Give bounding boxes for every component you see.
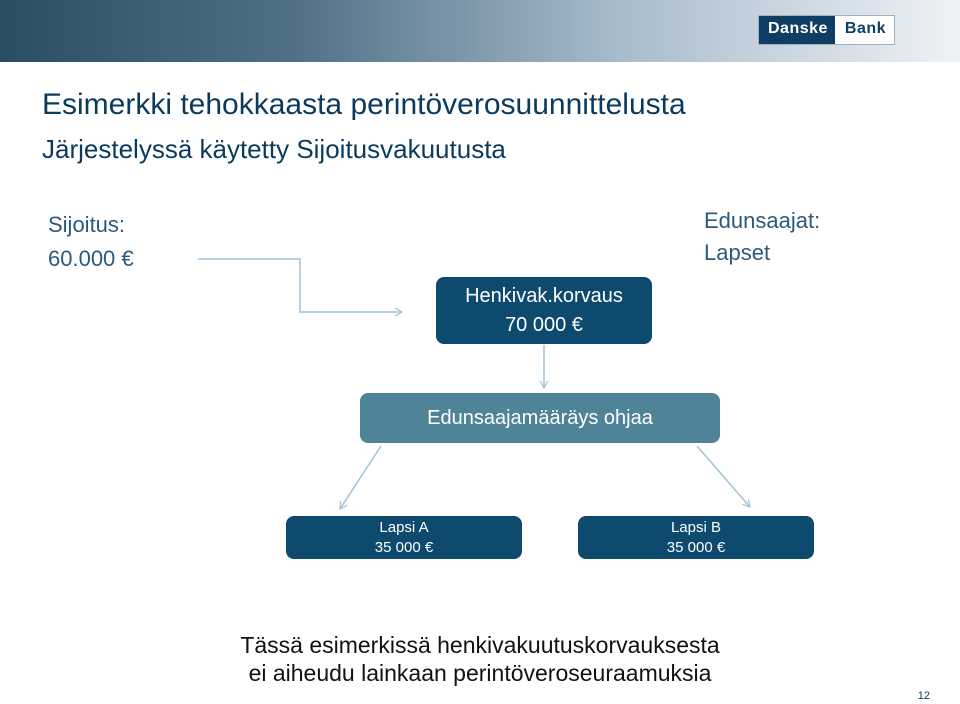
clause-to-child-a-arrow	[340, 446, 381, 509]
child-b-label: Lapsi B	[670, 519, 722, 536]
note-line-2: ei aiheudu lainkaan perintöveroseuraamuksia	[248, 660, 712, 686]
logo-right-text: Bank	[835, 16, 894, 44]
investment-to-insurance-arrow	[198, 259, 402, 312]
life-insurance-box	[436, 277, 652, 344]
page-number: 12	[917, 690, 930, 702]
life-insurance-label: Henkivak.korvaus	[465, 285, 623, 307]
child-a-value: 35 000 €	[374, 539, 434, 556]
conclusion-note	[0, 631, 960, 687]
child-b-value: 35 000 €	[666, 539, 726, 556]
slide-title: Esimerkki tehokkaasta perintöverosuunnittelusta	[42, 88, 686, 121]
child-a-box	[286, 516, 522, 559]
investment-value: 60.000 €	[48, 246, 134, 271]
beneficiary-clause-box: Edunsaajamääräys ohjaa	[360, 393, 720, 443]
slide-subtitle: Järjestelyssä käytetty Sijoitusvakuutusta	[42, 134, 506, 164]
logo-left-text: Danske	[759, 16, 835, 44]
investment-label: Sijoitus:	[48, 212, 126, 237]
beneficiaries-value: Lapset	[704, 240, 771, 265]
child-b-box	[578, 516, 814, 559]
child-a-label: Lapsi A	[379, 519, 429, 536]
beneficiaries-label: Edunsaajat:	[704, 208, 821, 233]
clause-to-child-b-arrow	[697, 446, 750, 507]
note-line-1: Tässä esimerkissä henkivakuutuskorvauksesta	[240, 632, 720, 658]
life-insurance-value: 70 000 €	[505, 314, 583, 336]
